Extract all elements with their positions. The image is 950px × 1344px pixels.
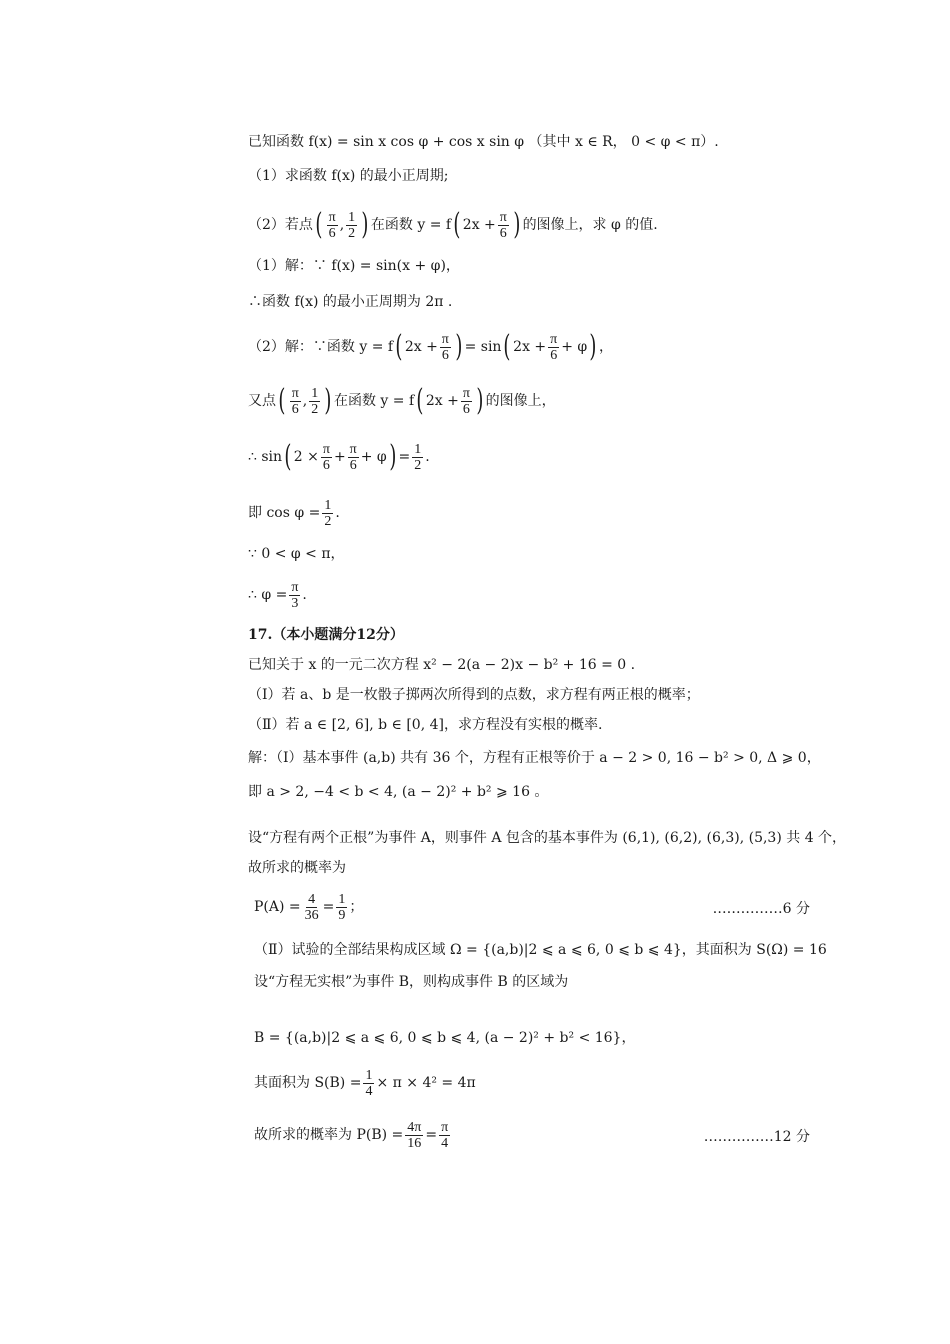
problem17-header: 17.（本小题满分12分）	[248, 627, 404, 643]
problem17-s4: 故所求的概率为	[248, 860, 346, 876]
problem16-s6: 即 cos φ = $\frac{1}{2}$ .	[248, 497, 340, 529]
problem17-s1: 解：（Ⅰ）基本事件 (a,b) 共有 36 个，方程有正根等价于 a − 2 > 0, 16 − b² > 0, Δ ⩾ 0，	[248, 750, 821, 766]
problem16-s4: 又点 ( $\frac{\pi}{6}$ , $\frac{1}{2}$ ) 在函数 y = f ( 2x + $\frac{\pi}{6}$ ) 的图像上，	[248, 383, 556, 418]
given-text: 已知函数 f(x) = sin x cos φ + cos x sin φ （其中 x ∈ R， 0 < φ < π）.	[248, 134, 719, 150]
q1-text: （1）求函数 f(x) 的最小正周期;	[248, 168, 449, 184]
problem17-s8: B = {(a,b)|2 ⩽ a ⩽ 6, 0 ⩽ b ⩽ 4, (a − 2)² + b² < 16}，	[254, 1030, 636, 1046]
problem16-given	[248, 132, 719, 152]
score-12: ……………12 分	[703, 1129, 810, 1145]
problem17-s6: （Ⅱ）试验的全部结果构成区域 Ω = {(a,b)|2 ⩽ a ⩽ 6, 0 ⩽ b ⩽ 4}，其面积为 S(Ω) = 16	[254, 942, 827, 958]
problem16-s1: （1）解：∵ f(x) = sin(x + φ)，	[248, 258, 460, 274]
problem17-s9: 其面积为 S(B) = $\frac{1}{4}$ × π × 4² = 4π	[254, 1067, 476, 1099]
problem17-q1: （Ⅰ）若 a、b 是一枚骰子掷两次所得到的点数，求方程有两正根的概率；	[248, 687, 700, 703]
problem17-s2: 即 a > 2, −4 < b < 4, (a − 2)² + b² ⩾ 16 。	[248, 784, 549, 800]
problem16-s2: ∴函数 f(x) 的最小正周期为 2π .	[248, 294, 453, 310]
problem17-given: 已知关于 x 的一元二次方程 x² − 2(a − 2)x − b² + 16 = 0 .	[248, 657, 636, 673]
problem16-s3: （2）解：∵函数 y = f ( 2x + $\frac{\pi}{6}$ ) = sin ( 2x + $\frac{\pi}{6}$ + φ ) ，	[248, 329, 613, 364]
frac-1-2: $\frac{1}{2}$	[348, 209, 356, 241]
problem17-s5: P(A) = $\frac{4}{36}$ = $\frac{1}{9}$ ；	[254, 891, 364, 923]
problem16-s5: ∴ sin ( 2 × $\frac{\pi}{6}$ + $\frac{\pi}{6}$ + φ ) = $\frac{1}{2}$ .	[248, 439, 430, 474]
problem16-q2: （2）若点 ( $\frac{\pi}{6}$ , $\frac{1}{2}$ ) 在函数 y = f ( 2x + $\frac{\pi}{6}$ ) 的图像上，求 φ 的值.	[248, 207, 658, 242]
q2-mid: 在函数 y = f	[370, 217, 452, 233]
q2-pre: （2）若点	[248, 217, 313, 233]
frac-pi-6: $\frac{\pi}{6}$	[328, 209, 336, 241]
q2-post: 的图像上，求 φ 的值.	[522, 217, 658, 233]
problem16-q1	[248, 166, 449, 186]
score-6: ……………6 分	[712, 901, 810, 917]
problem17-s3: 设“方程有两个正根”为事件 A，则事件 A 包含的基本事件为 (6,1), (6,2), (6,3), (5,3) 共 4 个，	[248, 830, 847, 846]
problem16-s8: ∴ φ = $\frac{\pi}{3}$ .	[248, 579, 307, 611]
problem16-s7: ∵ 0 < φ < π，	[248, 546, 345, 562]
problem17-s7: 设“方程无实根”为事件 B，则构成事件 B 的区域为	[254, 974, 569, 990]
problem17-s10: 故所求的概率为 P(B) = $\frac{4\pi}{16}$ = $\frac{\pi}{4}$	[254, 1119, 449, 1151]
problem17-q2: （Ⅱ）若 a ∈ [2, 6], b ∈ [0, 4]，求方程没有实根的概率.	[248, 717, 603, 733]
